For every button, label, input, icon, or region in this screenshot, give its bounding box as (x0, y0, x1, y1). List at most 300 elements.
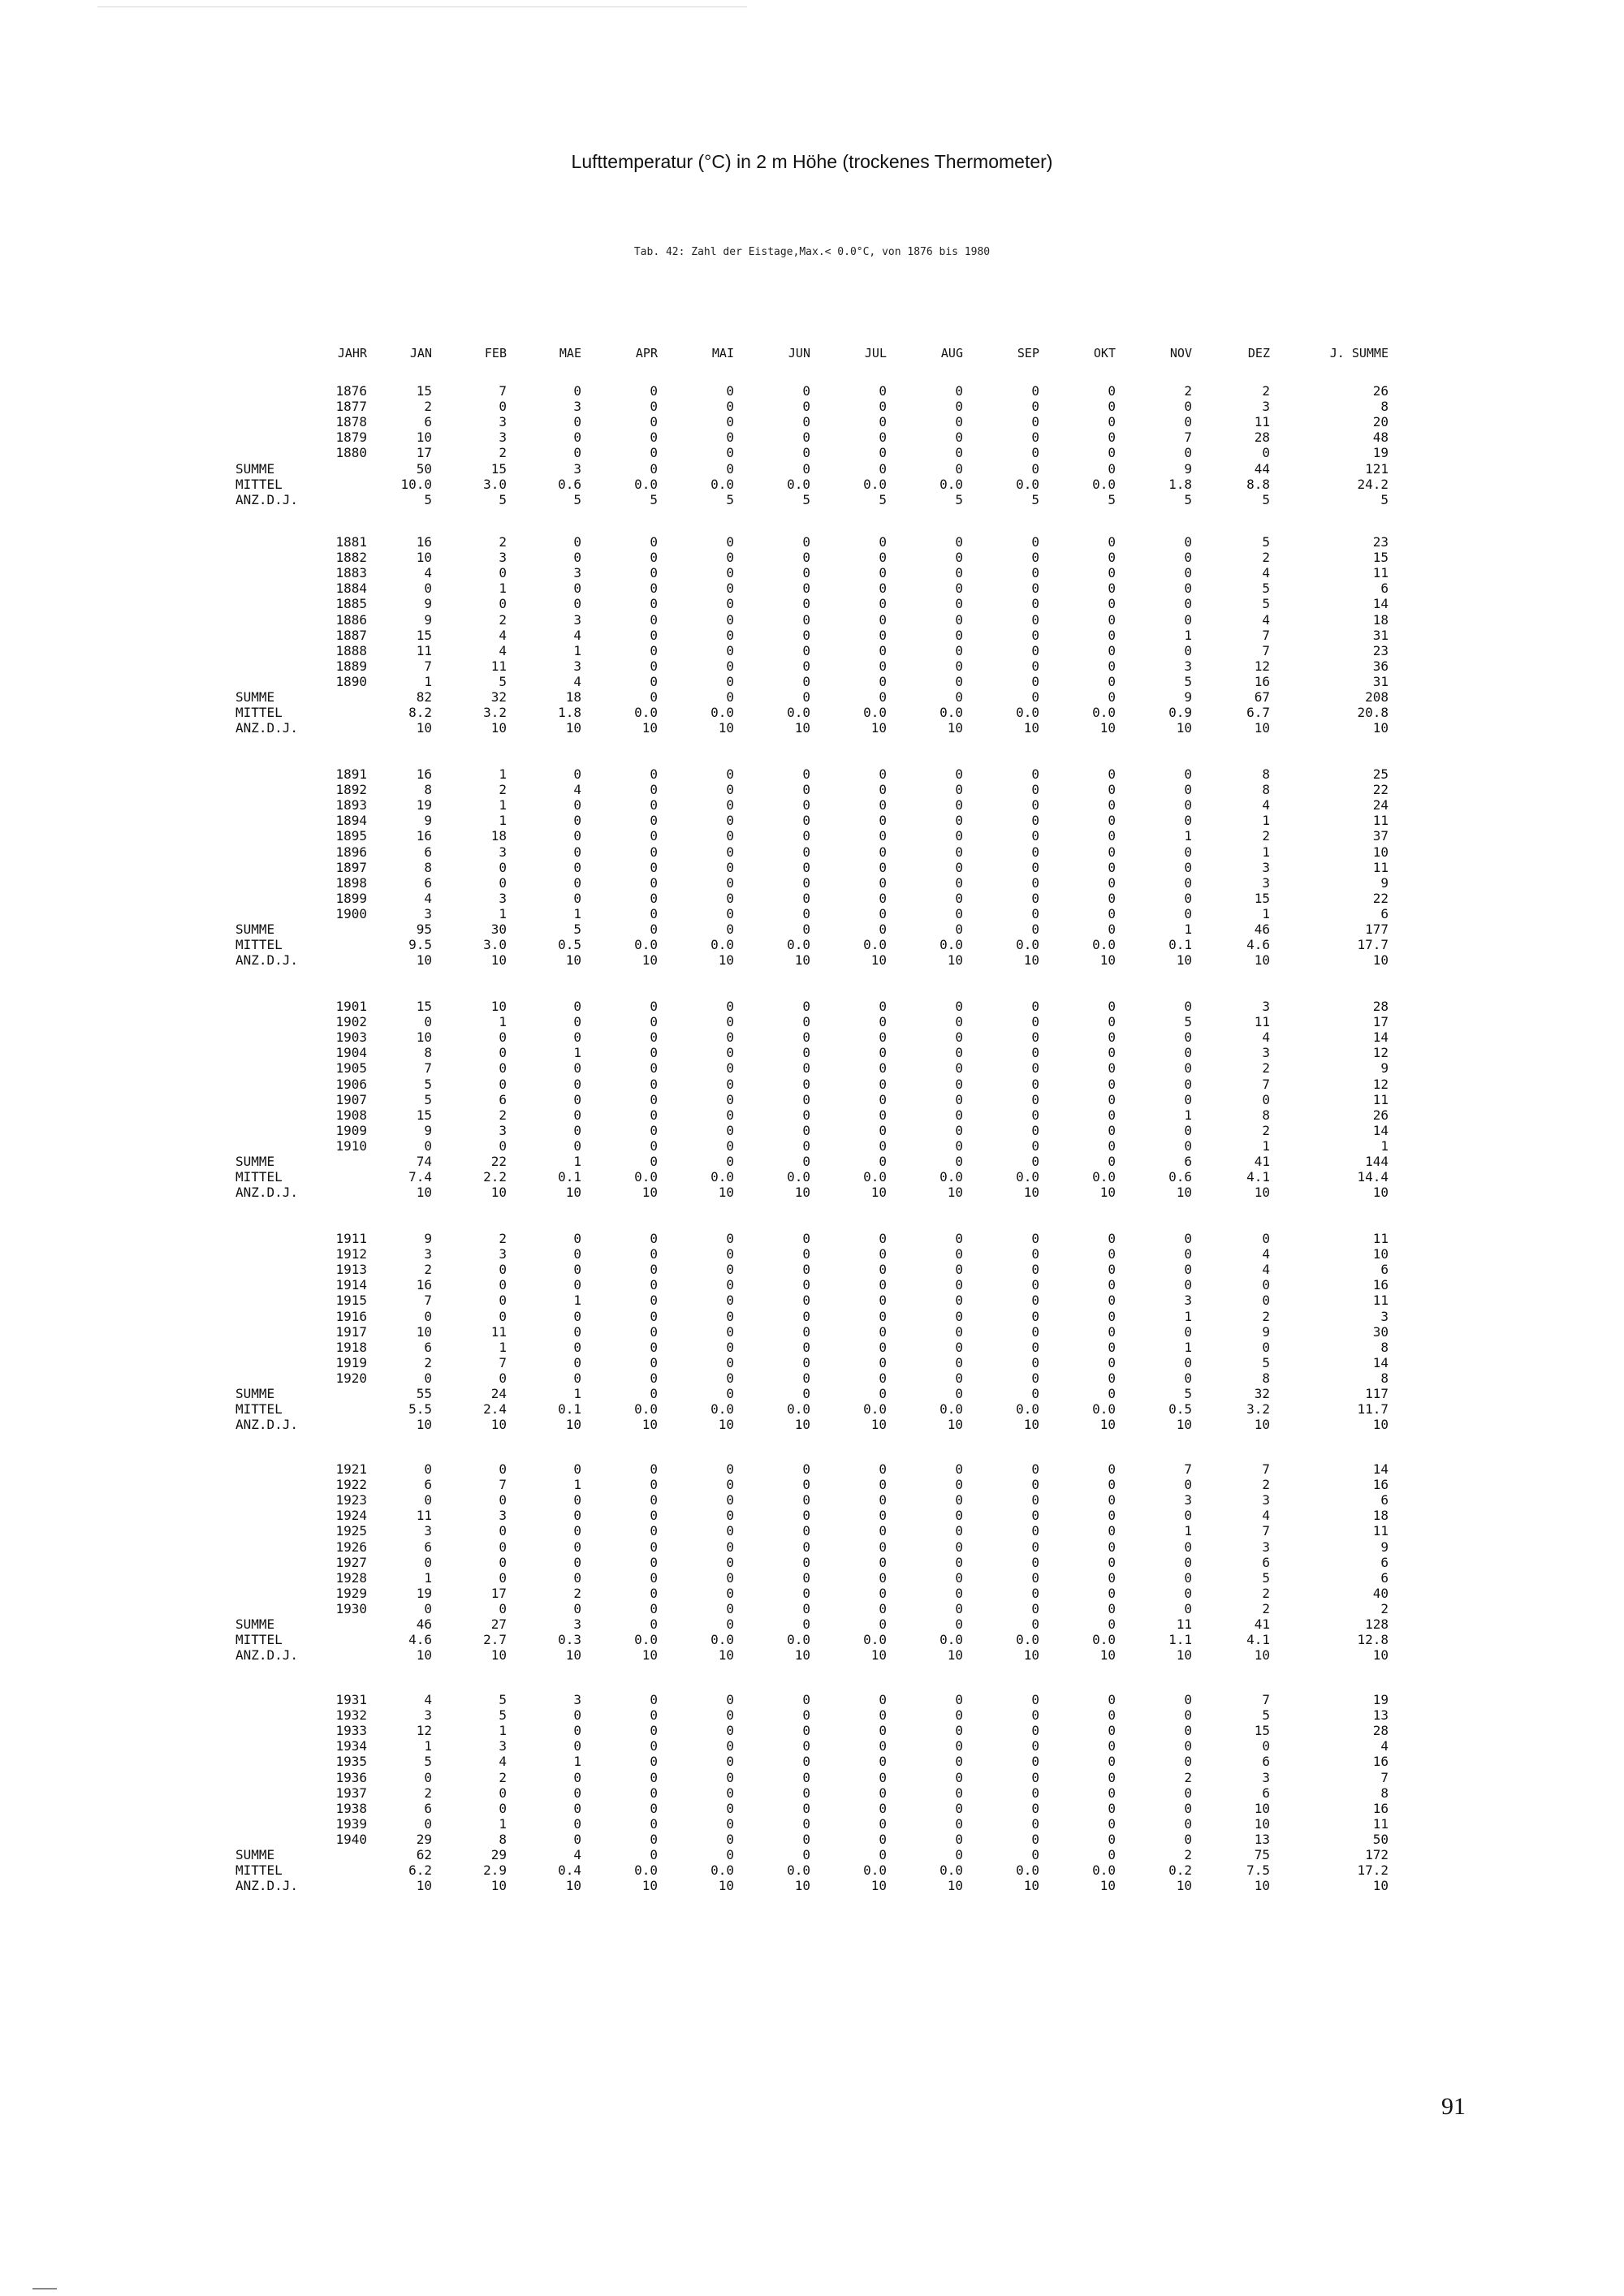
value-cell: 0 (1184, 1754, 1192, 1770)
value-cell: 0 (879, 1060, 887, 1077)
anz-value: 10 (641, 720, 658, 736)
value-cell: 0 (650, 797, 658, 814)
value-cell: 6 (1380, 1262, 1389, 1278)
mittel-value: 17.7 (1357, 937, 1389, 953)
anz-value: 5 (1380, 491, 1389, 507)
anz-value: 10 (1099, 720, 1116, 736)
value-cell: 0 (573, 1370, 581, 1386)
value-cell: 0 (1031, 844, 1039, 860)
value-cell: 0 (1108, 782, 1116, 798)
year-cell: 1912 (335, 1246, 367, 1262)
mittel-row (0, 1401, 1624, 1417)
table-row (0, 1355, 1624, 1370)
value-cell: 0 (1031, 1723, 1039, 1739)
value-cell: 0 (802, 1569, 810, 1586)
value-cell: 4 (1380, 1738, 1389, 1754)
value-cell: 0 (650, 1277, 658, 1293)
summe-value: 0 (1108, 460, 1116, 477)
anz-value: 10 (1099, 1185, 1116, 1201)
value-cell: 11 (1254, 414, 1270, 430)
value-cell: 0 (573, 1508, 581, 1524)
value-cell: 0 (879, 1800, 887, 1816)
value-cell: 0 (1184, 1137, 1192, 1154)
table-row (0, 1309, 1624, 1324)
value-cell: 0 (1031, 1815, 1039, 1832)
value-cell: 0 (650, 1800, 658, 1816)
mittel-value: 0.0 (1016, 1862, 1039, 1879)
value-cell: 0 (1184, 905, 1192, 921)
summe-value: 0 (650, 689, 658, 705)
value-cell: 12 (1372, 1076, 1389, 1092)
value-cell: 0 (726, 1800, 734, 1816)
mittel-value: 0.0 (634, 1862, 658, 1879)
year-cell: 1934 (335, 1738, 367, 1754)
mittel-value: 0.5 (558, 937, 581, 953)
mittel-value: 0.0 (710, 937, 734, 953)
value-cell: 0 (802, 1554, 810, 1570)
value-cell: 1 (573, 642, 581, 658)
value-cell: 1 (573, 1754, 581, 1770)
value-cell: 0 (879, 1831, 887, 1847)
value-cell: 14 (1372, 1122, 1389, 1138)
value-cell: 0 (1108, 1029, 1116, 1046)
value-cell: 0 (573, 1600, 581, 1616)
value-cell: 1 (499, 1339, 507, 1355)
value-cell: 0 (499, 1277, 507, 1293)
anz-value: 10 (794, 1417, 810, 1433)
value-cell: 0 (1108, 534, 1116, 550)
summe-label: SUMME (235, 1154, 275, 1169)
value-cell: 0 (879, 828, 887, 844)
table-row (0, 1370, 1624, 1386)
anz-row (0, 492, 1624, 507)
value-cell: 3 (424, 1707, 432, 1724)
value-cell: 0 (1031, 905, 1039, 921)
value-cell: 0 (726, 1293, 734, 1309)
value-cell: 0 (802, 890, 810, 906)
value-cell: 0 (650, 782, 658, 798)
value-cell: 0 (955, 445, 963, 461)
value-cell: 0 (573, 1122, 581, 1138)
year-cell: 1898 (335, 874, 367, 891)
value-cell: 2 (1262, 1308, 1270, 1324)
value-cell: 2 (1262, 1060, 1270, 1077)
mittel-value: 0.3 (558, 1632, 581, 1648)
value-cell: 0 (573, 445, 581, 461)
value-cell: 0 (573, 859, 581, 875)
value-cell: 16 (416, 828, 432, 844)
value-cell: 0 (650, 1137, 658, 1154)
value-cell: 23 (1372, 642, 1389, 658)
value-cell: 0 (726, 1785, 734, 1801)
value-cell: 14 (1372, 1029, 1389, 1046)
value-cell: 1 (1184, 1339, 1192, 1355)
value-cell: 0 (955, 1508, 963, 1524)
summe-value: 67 (1254, 689, 1270, 705)
mittel-label: MITTEL (235, 476, 283, 492)
value-cell: 10 (1254, 1815, 1270, 1832)
value-cell: 8 (424, 1045, 432, 1061)
value-cell: 0 (802, 1600, 810, 1616)
value-cell: 0 (573, 1076, 581, 1092)
value-cell: 0 (1184, 565, 1192, 581)
value-cell: 0 (726, 627, 734, 643)
value-cell: 0 (879, 611, 887, 628)
value-cell: 0 (1108, 797, 1116, 814)
value-cell: 8 (1380, 1339, 1389, 1355)
year-cell: 1928 (335, 1569, 367, 1586)
value-cell: 0 (879, 1323, 887, 1340)
value-cell: 0 (1031, 1060, 1039, 1077)
value-cell: 0 (955, 1137, 963, 1154)
mittel-value: 0.0 (939, 1169, 963, 1185)
mittel-value: 0.0 (710, 1401, 734, 1418)
value-cell: 14 (1372, 1354, 1389, 1370)
value-cell: 0 (879, 1769, 887, 1785)
value-cell: 0 (955, 1262, 963, 1278)
value-cell: 0 (650, 1477, 658, 1493)
value-cell: 0 (1108, 1585, 1116, 1601)
value-cell: 0 (802, 565, 810, 581)
summe-row (0, 1154, 1624, 1169)
value-cell: 15 (1254, 1723, 1270, 1739)
value-cell: 0 (499, 859, 507, 875)
value-cell: 0 (650, 1569, 658, 1586)
anz-value: 10 (565, 720, 581, 736)
value-cell: 19 (416, 797, 432, 814)
value-cell: 0 (955, 1091, 963, 1107)
table-row (0, 1785, 1624, 1801)
column-header-jun: JUN (788, 346, 810, 360)
value-cell: 0 (1108, 1800, 1116, 1816)
value-cell: 0 (879, 642, 887, 658)
value-cell: 7 (1262, 1076, 1270, 1092)
value-cell: 0 (879, 1523, 887, 1539)
value-cell: 0 (650, 1246, 658, 1262)
page-number: 91 (1441, 2093, 1466, 2120)
anz-value: 10 (490, 1185, 507, 1201)
value-cell: 0 (955, 1370, 963, 1386)
value-cell: 14 (1372, 596, 1389, 612)
summe-value: 4 (573, 1847, 581, 1862)
value-cell: 0 (573, 596, 581, 612)
table-row (0, 383, 1624, 399)
value-cell: 0 (1184, 399, 1192, 415)
value-cell: 0 (802, 673, 810, 689)
year-cell: 1895 (335, 828, 367, 844)
mittel-value: 0.2 (1168, 1862, 1192, 1879)
value-cell: 0 (726, 859, 734, 875)
summe-value: 55 (416, 1386, 432, 1401)
value-cell: 10 (416, 429, 432, 446)
value-cell: 0 (650, 1107, 658, 1123)
mittel-value: 11.7 (1357, 1401, 1389, 1418)
value-cell: 0 (1184, 1738, 1192, 1754)
summe-value: 3 (573, 460, 581, 477)
value-cell: 0 (1031, 828, 1039, 844)
value-cell: 0 (955, 1800, 963, 1816)
summe-value: 46 (1254, 921, 1270, 937)
summe-value: 0 (650, 1847, 658, 1862)
value-cell: 0 (955, 611, 963, 628)
value-cell: 0 (573, 383, 581, 399)
value-cell: 0 (650, 1339, 658, 1355)
value-cell: 0 (650, 627, 658, 643)
value-cell: 0 (726, 1815, 734, 1832)
value-cell: 0 (879, 890, 887, 906)
value-cell: 0 (499, 1262, 507, 1278)
value-cell: 4 (424, 1692, 432, 1707)
value-cell: 0 (573, 1554, 581, 1570)
year-cell: 1925 (335, 1523, 367, 1539)
page-title: Lufttemperatur (°C) in 2 m Höhe (trockenes Thermometer) (571, 151, 1053, 172)
value-cell: 0 (879, 905, 887, 921)
anz-value: 10 (1023, 720, 1039, 736)
mittel-value: 4.6 (1246, 937, 1270, 953)
anz-value: 10 (1254, 1878, 1270, 1894)
value-cell: 2 (424, 1262, 432, 1278)
value-cell: 5 (499, 1692, 507, 1707)
value-cell: 0 (1108, 429, 1116, 446)
table-row (0, 844, 1624, 860)
value-cell: 1 (1262, 1137, 1270, 1154)
value-cell: 0 (955, 999, 963, 1014)
summe-value: 0 (879, 1616, 887, 1632)
value-cell: 0 (726, 565, 734, 581)
value-cell: 0 (802, 1585, 810, 1601)
value-cell: 0 (424, 1815, 432, 1832)
value-cell: 0 (1031, 1308, 1039, 1324)
value-cell: 0 (802, 1831, 810, 1847)
value-cell: 0 (1108, 1569, 1116, 1586)
value-cell: 0 (802, 1122, 810, 1138)
anz-value: 10 (1176, 1185, 1192, 1201)
anz-value: 10 (718, 1417, 734, 1433)
summe-value: 0 (1031, 689, 1039, 705)
summe-value: 29 (490, 1847, 507, 1862)
value-cell: 11 (1372, 1523, 1389, 1539)
year-cell: 1897 (335, 859, 367, 875)
value-cell: 0 (1031, 580, 1039, 597)
year-cell: 1910 (335, 1137, 367, 1154)
value-cell: 0 (1184, 611, 1192, 628)
summe-value: 30 (490, 921, 507, 937)
value-cell: 0 (879, 580, 887, 597)
summe-label: SUMME (235, 689, 275, 705)
table-row (0, 1508, 1624, 1523)
value-cell: 0 (726, 580, 734, 597)
mittel-value: 0.0 (787, 1169, 810, 1185)
summe-value: 62 (416, 1847, 432, 1862)
value-cell: 16 (1372, 1277, 1389, 1293)
value-cell: 0 (1031, 565, 1039, 581)
value-cell: 0 (955, 399, 963, 415)
summe-value: 32 (1254, 1386, 1270, 1401)
value-cell: 0 (802, 1692, 810, 1707)
value-cell: 0 (879, 1754, 887, 1770)
mittel-value: 0.6 (1168, 1169, 1192, 1185)
value-cell: 0 (1031, 813, 1039, 829)
summe-value: 0 (1108, 921, 1116, 937)
year-cell: 1886 (335, 611, 367, 628)
value-cell: 0 (1031, 1262, 1039, 1278)
year-cell: 1903 (335, 1029, 367, 1046)
value-cell: 0 (1031, 1554, 1039, 1570)
value-cell: 0 (802, 1091, 810, 1107)
table-row (0, 643, 1624, 658)
year-cell: 1890 (335, 673, 367, 689)
value-cell: 2 (1380, 1600, 1389, 1616)
value-cell: 0 (573, 828, 581, 844)
value-cell: 0 (726, 534, 734, 550)
value-cell: 0 (650, 1262, 658, 1278)
summe-value: 0 (650, 921, 658, 937)
anz-value: 10 (794, 1647, 810, 1664)
value-cell: 0 (955, 673, 963, 689)
value-cell: 11 (1372, 1091, 1389, 1107)
value-cell: 0 (1031, 766, 1039, 782)
value-cell: 0 (1184, 890, 1192, 906)
value-cell: 0 (1184, 414, 1192, 430)
value-cell: 0 (955, 1076, 963, 1092)
anz-value: 10 (718, 1878, 734, 1894)
value-cell: 0 (1262, 1091, 1270, 1107)
value-cell: 0 (650, 1076, 658, 1092)
value-cell: 0 (650, 1508, 658, 1524)
value-cell: 1 (499, 1723, 507, 1739)
value-cell: 9 (424, 1122, 432, 1138)
value-cell: 0 (879, 844, 887, 860)
anz-value: 5 (955, 491, 963, 507)
value-cell: 0 (1108, 550, 1116, 566)
year-cell: 1932 (335, 1707, 367, 1724)
value-cell: 0 (1184, 580, 1192, 597)
year-cell: 1892 (335, 782, 367, 798)
value-cell: 0 (726, 1754, 734, 1770)
value-cell: 31 (1372, 673, 1389, 689)
value-cell: 16 (1372, 1477, 1389, 1493)
value-cell: 6 (424, 414, 432, 430)
value-cell: 0 (802, 1107, 810, 1123)
value-cell: 0 (650, 905, 658, 921)
value-cell: 0 (573, 550, 581, 566)
value-cell: 11 (416, 642, 432, 658)
value-cell: 0 (1184, 1785, 1192, 1801)
summe-value: 0 (1108, 1154, 1116, 1169)
value-cell: 0 (1031, 1569, 1039, 1586)
value-cell: 0 (573, 1569, 581, 1586)
value-cell: 0 (1108, 1122, 1116, 1138)
value-cell: 18 (490, 828, 507, 844)
value-cell: 0 (879, 399, 887, 415)
value-cell: 5 (1262, 1707, 1270, 1724)
value-cell: 16 (1254, 673, 1270, 689)
anz-value: 10 (870, 1878, 887, 1894)
value-cell: 3 (499, 1246, 507, 1262)
value-cell: 15 (416, 999, 432, 1014)
anz-value: 10 (490, 1417, 507, 1433)
anz-value: 10 (490, 952, 507, 969)
value-cell: 0 (573, 429, 581, 446)
value-cell: 0 (1108, 1492, 1116, 1508)
mittel-value: 0.0 (1092, 1401, 1116, 1418)
anz-value: 10 (1023, 952, 1039, 969)
value-cell: 0 (1184, 445, 1192, 461)
summe-value: 0 (1031, 1386, 1039, 1401)
value-cell: 0 (802, 1477, 810, 1493)
summe-value: 1 (1184, 921, 1192, 937)
value-cell: 28 (1254, 429, 1270, 446)
summe-value: 0 (802, 921, 810, 937)
value-cell: 0 (955, 828, 963, 844)
value-cell: 0 (650, 859, 658, 875)
value-cell: 10 (1254, 1800, 1270, 1816)
value-cell: 0 (802, 782, 810, 798)
anz-value: 10 (565, 1878, 581, 1894)
value-cell: 0 (879, 1738, 887, 1754)
value-cell: 0 (726, 1692, 734, 1707)
value-cell: 0 (650, 1785, 658, 1801)
value-cell: 0 (573, 1308, 581, 1324)
year-cell: 1884 (335, 580, 367, 597)
value-cell: 0 (726, 1262, 734, 1278)
column-header-jan: JAN (409, 346, 432, 360)
value-cell: 4 (573, 673, 581, 689)
year-cell: 1939 (335, 1815, 367, 1832)
value-cell: 3 (424, 1523, 432, 1539)
summe-value: 0 (802, 1616, 810, 1632)
value-cell: 0 (802, 874, 810, 891)
value-cell: 0 (650, 828, 658, 844)
value-cell: 0 (1184, 1554, 1192, 1570)
value-cell: 0 (726, 782, 734, 798)
value-cell: 3 (499, 429, 507, 446)
value-cell: 0 (802, 658, 810, 674)
mittel-value: 0.0 (1092, 1169, 1116, 1185)
value-cell: 0 (802, 1785, 810, 1801)
anz-value: 10 (1176, 1647, 1192, 1664)
value-cell: 0 (726, 1585, 734, 1601)
value-cell: 4 (499, 1754, 507, 1770)
table-row (0, 1231, 1624, 1246)
value-cell: 0 (726, 1554, 734, 1570)
summe-value: 0 (726, 1847, 734, 1862)
value-cell: 1 (499, 1014, 507, 1030)
year-cell: 1904 (335, 1045, 367, 1061)
anz-value: 10 (641, 952, 658, 969)
value-cell: 0 (499, 1060, 507, 1077)
anz-value: 5 (1262, 491, 1270, 507)
column-header-jahressumme: J. SUMME (1329, 346, 1389, 360)
table-row (0, 999, 1624, 1014)
value-cell: 15 (1254, 890, 1270, 906)
value-cell: 0 (1031, 1523, 1039, 1539)
value-cell: 0 (802, 1293, 810, 1309)
value-cell: 0 (802, 1262, 810, 1278)
value-cell: 0 (879, 673, 887, 689)
table-row (0, 1324, 1624, 1340)
value-cell: 14 (1372, 1461, 1389, 1477)
value-cell: 0 (424, 1769, 432, 1785)
summe-value: 46 (416, 1616, 432, 1632)
value-cell: 0 (802, 828, 810, 844)
table-row (0, 1477, 1624, 1492)
summe-row (0, 1386, 1624, 1401)
value-cell: 0 (955, 1461, 963, 1477)
mittel-value: 0.1 (558, 1401, 581, 1418)
year-cell: 1922 (335, 1477, 367, 1493)
value-cell: 0 (1108, 1354, 1116, 1370)
